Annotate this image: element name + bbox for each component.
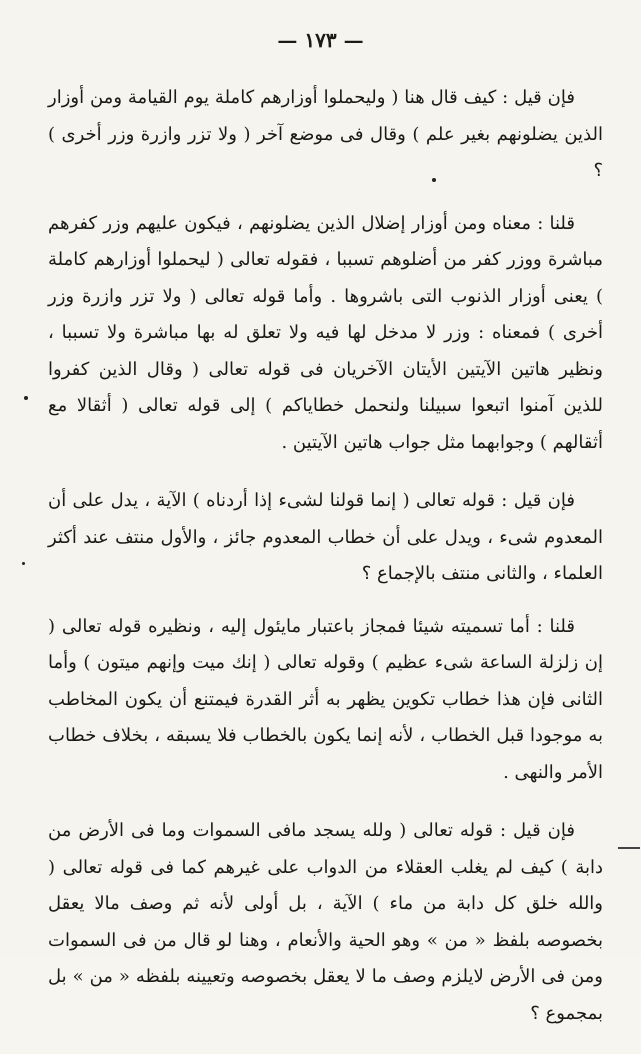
page-number: — ١٧٣ —: [277, 28, 364, 52]
paragraph-question-2: فإن قيل : قوله تعالى ( إنما قولنا لشىء إذا أردناه ) الآية ، يدل على أن المعدوم شىء ، ويدل على أن خطاب المعدوم جائز ، والأول منتف عند أكثر العلماء ، والثانى منتف بالإجماع ؟: [48, 490, 603, 584]
page-body: [48, 80, 603, 1054]
paragraph-question-3: فإن قيل : قوله تعالى ( ولله يسجد مافى السموات وما فى الأرض من دابة ) كيف لم يغلب العقلاء من الدواب على غيرهم كما فى قوله تعالى ( والله خلق كل دابة من ماء ) الآية ، بل أولى لأنه ثم وصف مالا يعقل بخصوصه بلفظ « من » وهو الحية والأنعام ، وهنا لو قال من فى السموات ومن فى الأرض لايلزم وصف ما لا يعقل بخصوصه وتعيينه بلفظه « من » بل بمجموع ؟: [48, 820, 603, 1024]
scan-speck: [432, 178, 436, 182]
paragraph-question-1: فإن قيل : كيف قال هنا ( وليحملوا أوزارهم كاملة يوم القيامة ومن أوزار الذين يضلونهم بغير علم ) وقال فى موضع آخر ( ولا تزر وازرة وزر أخرى ) ؟: [48, 87, 603, 181]
scan-speck: [24, 396, 28, 400]
paragraph-answer-2: قلنا : أما تسميته شيئا فمجاز باعتبار مايئول إليه ، ونظيره قوله تعالى ( إن زلزلة الساعة شىء عظيم ) وقوله تعالى ( إنك ميت وإنهم ميتون ) وأما الثانى فإن هذا خطاب تكوين يظهر به أثر القدرة فيمتنع أن يكون المخاطب به موجودا قبل الخطاب ، لأنه إنما يكون بالخطاب فلا يسبقه ، بخلاف خطاب الأمر والنهى .: [48, 615, 603, 783]
scan-speck: [22, 562, 25, 565]
paragraph-answer-1: قلنا : معناه ومن أوزار إضلال الذين يضلونهم ، فيكون عليهم وزر كفرهم مباشرة ووزر كفر من أضلوهم تسببا ، فقوله تعالى ( ليحملوا أوزارهم كاملة ) يعنى أوزار الذنوب التى باشروها . وأما قوله تعالى ( ولا تزر وازرة وزر أخرى ) فمعناه : وزر لا مدخل لها فيه ولا تعلق له بها مباشرة ولا تسببا ، ونظير هاتين الآيتين الأيتان الآخريان فى قوله تعالى ( وقال الذين كفروا للذين آمنوا اتبعوا سبيلنا ولنحمل خطاياكم ) إلى قوله تعالى ( أثقالا مع أثقالهم ) وجوابهما مثل جواب هاتين الآيتين .: [48, 212, 603, 453]
scan-edge-mark: [618, 847, 640, 849]
